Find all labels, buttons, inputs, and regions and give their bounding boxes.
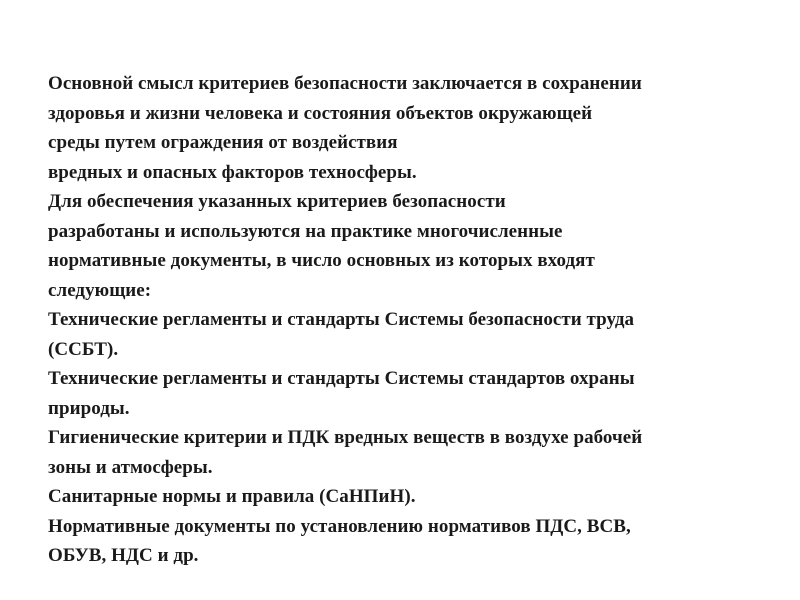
paragraph-line: нормативные документы, в число основных из которых входят — [48, 250, 595, 271]
paragraph-line: среды путем ограждения от воздействия — [48, 132, 398, 153]
paragraph-line: вредных и опасных факторов техносферы. — [48, 161, 417, 183]
paragraph-line: разработаны и используются на практике многочисленные — [48, 220, 563, 242]
paragraph-line: Технические регламенты и стандарты Системы безопасности труда — [48, 309, 635, 330]
paragraph-line: зоны и атмосферы. — [48, 456, 213, 478]
paragraph-nature-standards — [48, 364, 768, 423]
paragraph-line: (ССБТ). — [48, 338, 119, 360]
paragraph-line: Технические регламенты и стандарты Системы стандартов охраны — [48, 368, 635, 389]
paragraph-documents-intro — [48, 187, 768, 305]
paragraph-line: ОБУВ, НДС и др. — [48, 545, 199, 566]
paragraph-line: природы. — [48, 397, 130, 419]
paragraph-main-purpose — [48, 69, 768, 187]
slide-body — [48, 69, 768, 571]
paragraph-line: Для обеспечения указанных критериев безопасности — [48, 191, 506, 212]
paragraph-line: Основной смысл критериев безопасности заключается в сохранении — [48, 73, 642, 94]
paragraph-normative-documents — [48, 512, 768, 571]
paragraph-line: следующие: — [48, 279, 152, 301]
paragraph-line: здоровья и жизни человека и состояния объектов окружающей — [48, 102, 593, 124]
paragraph-hygiene-criteria — [48, 423, 768, 482]
paragraph-line: Санитарные нормы и правила (СаНПиН). — [48, 486, 416, 507]
paragraph-line: Гигиенические критерии и ПДК вредных веществ в воздухе рабочей — [48, 427, 643, 448]
paragraph-line: Нормативные документы по установлению нормативов ПДС, ВСВ, — [48, 515, 631, 537]
paragraph-sanpin — [48, 482, 768, 512]
paragraph-ssbt — [48, 305, 768, 364]
